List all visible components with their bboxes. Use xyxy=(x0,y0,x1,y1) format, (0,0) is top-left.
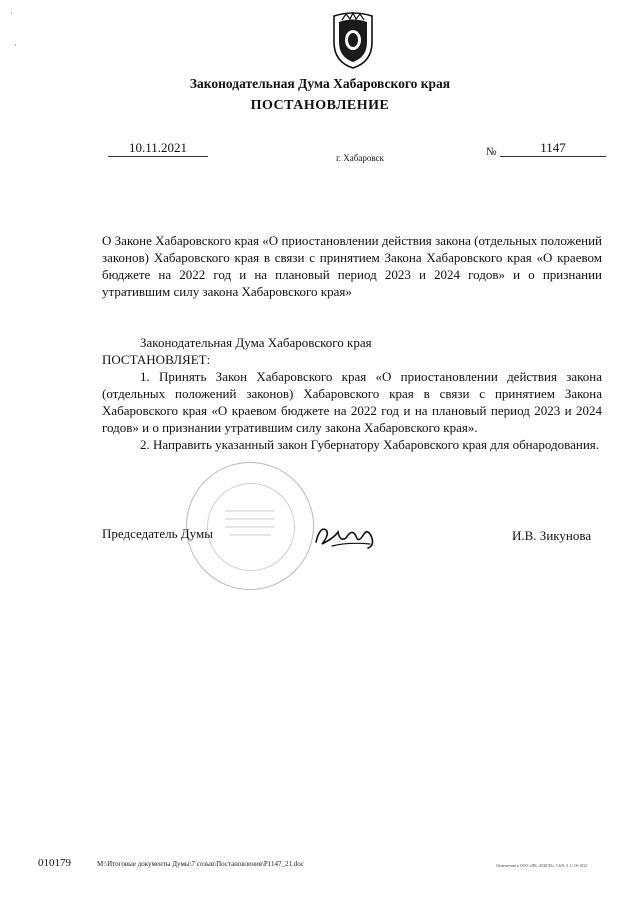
document-type: ПОСТАНОВЛЕНИЕ xyxy=(250,98,390,113)
document-date: 10.11.2021 xyxy=(108,140,208,157)
footer-printer-note: Отпечатано в ООО «ПК «ЕЦЕЛЬ» Т.6/8, З. С-10-1032 xyxy=(496,863,588,868)
scan-mark: · xyxy=(10,8,13,18)
coat-of-arms-icon xyxy=(330,12,376,70)
footer-file-path: М:\Итоговые документы Думы\7 созыв\Постановления\P1147_21.doc xyxy=(97,860,304,868)
signatory-position: Председатель Думы xyxy=(102,526,213,541)
scan-mark: · xyxy=(14,40,17,50)
document-number: 1147 xyxy=(500,140,606,157)
body-decree: ПОСТАНОВЛЯЕТ: xyxy=(102,352,211,367)
document-subject: О Законе Хабаровского края «О приостановлении действия закона (отдельных положений законов) Хабаровского края в связи с принятием Закона Хабаровского края «О краевом бюджете на 2022 год и на плановый период 2023 и 2024 годов» и о признании утратившим силу закона Хабаровского края» xyxy=(102,233,602,299)
handwritten-signature xyxy=(312,520,382,552)
body-item-2: 2. Направить указанный закон Губернатору Хабаровского края для обнародования. xyxy=(140,437,600,452)
body-intro: Законодательная Дума Хабаровского края xyxy=(140,335,372,350)
body-item-1: 1. Принять Закон Хабаровского края «О приостановлении действия закона (отдельных положений законов) Хабаровского края в связи с принятием Закона Хабаровского края «О краевом бюджете на 2022 год и на плановый период 2023 и 2024 годов» и о признании утратившим силу закона Хабаровского края». xyxy=(102,369,602,435)
organization-name: Законодательная Дума Хабаровского края xyxy=(189,76,451,91)
signatory-name: И.В. Зикунова xyxy=(512,528,592,543)
document-city: г. Хабаровск xyxy=(336,153,384,163)
document-body xyxy=(102,334,602,453)
number-sign: № xyxy=(486,146,497,158)
footer-code: 010179 xyxy=(38,857,71,869)
seal-emblem-icon xyxy=(221,503,279,547)
